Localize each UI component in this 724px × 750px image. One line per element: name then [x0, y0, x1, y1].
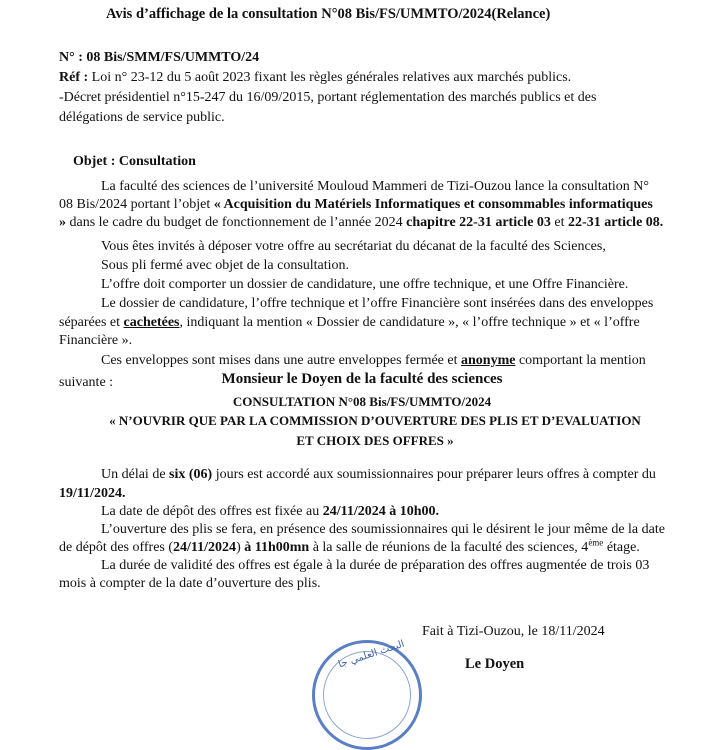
number-label: N° : — [59, 50, 87, 65]
reference-law — [59, 69, 571, 86]
ref-text: Loi n° 23-12 du 5 août 2023 fixant les règles générales relatives aux marchés publics. — [91, 70, 572, 85]
p9-time: à 11h00mn — [244, 540, 310, 555]
para-6-line-2: suivante : — [59, 375, 114, 390]
p7-text-c: jours est accordé aux soumissionnaires pour préparer leurs offres à compter du — [212, 467, 656, 482]
para-6-line-1 — [101, 352, 646, 369]
address-consultation: CONSULTATION N°08 Bis/FS/UMMTO/2024 — [232, 394, 492, 409]
p8-deadline: 24/11/2024 à 10h00. — [322, 504, 439, 519]
reference-number — [59, 49, 259, 66]
para-5-line-3: Financière ». — [59, 333, 133, 348]
document-title: Avis d’affichage de la consultation N°08 Bis/FS/UMMTO/2024(Relance) — [106, 6, 551, 22]
p9-date: 24/11/2024 — [173, 540, 237, 555]
p7-text-a: Un délai de — [101, 467, 170, 482]
reference-decree: -Décret présidentiel n°15-247 du 16/09/2015, portant réglementation des marchés publics et des — [59, 90, 597, 105]
p5-sealed: cachetées — [123, 315, 180, 330]
para-5-line-2 — [59, 314, 640, 331]
para-7-line-2: 19/11/2024. — [59, 486, 126, 501]
para-10-line-1: La durée de validité des offres est égale à la durée de préparation des offres augmentée de trois 03 — [101, 558, 650, 573]
p1-text-a: 08 Bis/2024 portant l’objet — [59, 197, 214, 212]
p9-text-c: ) — [236, 540, 245, 555]
para-1-line-1: La faculté des sciences de l’université Mouloud Mammeri de Tizi-Ouzou lance la consultation N° — [101, 179, 649, 194]
para-4: L’offre doit comporter un dossier de candidature, une offre technique, et une Offre Financière. — [101, 277, 629, 292]
para-8 — [101, 503, 439, 520]
address-warning-line-2: ET CHOIX DES OFFRES » — [296, 433, 454, 448]
reference-decree-cont: délégations de service public. — [59, 110, 225, 125]
p7-duration: six (06) — [169, 467, 213, 482]
p1-and: et — [550, 215, 569, 230]
stamp-text: البحث العلمي جا — [336, 638, 406, 671]
p5-text-c: , indiquant la mention « Dossier de candidature », « l’offre technique » et « l’offre — [179, 315, 640, 330]
p1-budget: dans le cadre du budget de fonctionnement de l’année 2024 — [69, 215, 407, 230]
address-warning-line-1: « N’OUVRIR QUE PAR LA COMMISSION D’OUVERTURE DES PLIS ET D’EVALUATION — [109, 413, 641, 428]
p1-quote-close: » — [59, 215, 70, 230]
official-stamp — [312, 640, 422, 750]
number-value: 08 Bis/SMM/FS/UMMTO/24 — [86, 50, 260, 65]
p9-text-f: étage. — [603, 540, 640, 555]
para-5-line-1: Le dossier de candidature, l’offre technique et l’offre Financière sont insérées dans des enveloppes — [101, 296, 654, 311]
para-1-line-2 — [59, 196, 653, 213]
para-2: Vous êtes invités à déposer votre offre au secrétariat du décanat de la faculté des Sciences, — [101, 239, 606, 254]
p9-text-e: à la salle de réunions de la faculté des sciences, 4 — [309, 540, 589, 555]
p9-superscript: ème — [588, 537, 604, 548]
place-date: Fait à Tizi-Ouzou, le 18/11/2024 — [422, 624, 605, 639]
stamp-inner-ring — [323, 651, 411, 739]
para-9-line-2 — [59, 539, 640, 556]
signatory: Le Doyen — [465, 656, 525, 672]
p6-text-c: comportant la mention — [515, 353, 646, 368]
p1-chapter-1: chapitre 22-31 article 03 — [406, 215, 551, 230]
p5-text-a: séparées et — [59, 315, 124, 330]
p8-text-a: La date de dépôt des offres est fixée au — [101, 504, 323, 519]
para-1-line-3 — [59, 214, 663, 231]
p1-chapter-2: 22-31 article 08. — [568, 215, 664, 230]
para-7-line-1 — [101, 466, 656, 483]
para-3: Sous pli fermé avec objet de la consultation. — [101, 258, 350, 273]
ref-label: Réf : — [59, 70, 92, 85]
p9-text-a: de dépôt des offres ( — [59, 540, 174, 555]
para-9-line-1: L’ouverture des plis se fera, en présence des soumissionnaires qui le désirent le jour même de la date — [101, 522, 665, 537]
p6-anonymous: anonyme — [461, 353, 516, 368]
p6-text-a: Ces enveloppes sont mises dans une autre enveloppes fermée et — [101, 353, 462, 368]
objet-heading: Objet : Consultation — [73, 154, 196, 169]
address-recipient: Monsieur le Doyen de la faculté des sciences — [221, 371, 503, 387]
p1-subject: « Acquisition du Matériels Informatiques et consommables informatiques — [213, 197, 653, 212]
para-10-line-2: mois à compter de la date d’ouverture des plis. — [59, 576, 321, 591]
